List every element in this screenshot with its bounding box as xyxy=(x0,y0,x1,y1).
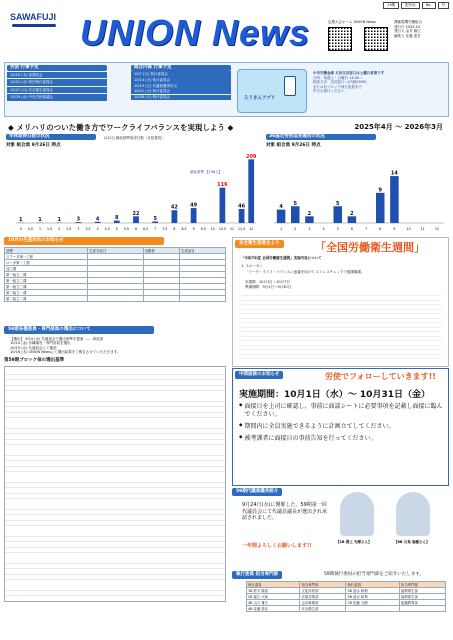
data-label: 8 xyxy=(115,215,119,222)
bar xyxy=(133,216,139,223)
election-list xyxy=(4,337,226,355)
dept-cell: 第一組立一課 xyxy=(5,272,88,278)
tick-label: 8.5 xyxy=(181,227,187,231)
app-banner[interactable] xyxy=(237,69,307,113)
schedule-right xyxy=(131,65,231,100)
tag: 19期 xyxy=(383,2,399,9)
tick-label: 2.5 xyxy=(66,227,72,231)
schedule-item: 10/22 (水) 常任執行委員会 xyxy=(7,79,107,86)
tick-label: 1.5 xyxy=(47,227,53,231)
tick-label: 6 xyxy=(134,227,138,231)
safety-period: 本週間：10月1日～10月7日 xyxy=(245,280,290,284)
data-label: 116 xyxy=(217,182,228,189)
bullet-text: 期間内に全員実施できるように計画立てしてください。 xyxy=(244,423,395,430)
data-label: 2 xyxy=(350,210,354,217)
safety-slogan-text: 「ワーク・ライフ・バランスに意識を向けて ストレスチェックで健康職場」 xyxy=(245,270,365,274)
notice-line: 中央労働金庫 太田支店窓口は土曜日営業です xyxy=(313,71,385,75)
tag: No. xyxy=(422,2,436,9)
bar xyxy=(172,210,178,223)
diamond-icon: ◆ xyxy=(239,423,243,428)
chair-body: 9月24日(水)に開催した、59期第一回代議員会にて代議員議長が選出され承認されました。 xyxy=(242,502,328,522)
left-chart-sub: (12日) 最低基準取得日数（全従業員） xyxy=(104,136,165,140)
election-item: 10/15 (水) 代議員会にて確認 xyxy=(10,345,57,350)
tick-label: 0.5 xyxy=(27,227,33,231)
cell: 安全衛生部 xyxy=(300,606,346,612)
data-label: 3 xyxy=(76,216,81,223)
exec-intro: 59期執行委員の担当専門部をご紹介いたします。 xyxy=(324,572,424,577)
election-item: 10/10 (金) 各職場長・専門部員を選出 xyxy=(10,341,71,346)
col-header: 執行委員 xyxy=(247,582,300,588)
cell: 法規対策部 xyxy=(300,594,346,600)
tick-label: 11 xyxy=(229,227,235,231)
dept-cell: 第一組立二課 xyxy=(5,278,88,284)
data-label: 209 xyxy=(245,153,257,160)
schedule-item: 10/29 (水) 中央労使協議会 xyxy=(7,94,107,101)
exec-table xyxy=(246,581,446,612)
tick-label: 1 xyxy=(38,227,42,231)
october-table xyxy=(4,247,226,302)
schedule-left-title: 労使 行事予定 xyxy=(7,65,107,71)
data-label: 2 xyxy=(307,210,312,217)
tick-label: 8 xyxy=(173,227,176,231)
col-header: 生産対応日 xyxy=(88,248,143,254)
person-2: 【6B 石島 瑞穂さん】 xyxy=(394,540,430,544)
tick-label: 4 xyxy=(96,227,99,231)
tick-label: 8 xyxy=(379,227,382,231)
cell: 4B 佐藤 泰弘 xyxy=(247,606,300,612)
cell: 5B 清水 和利 xyxy=(346,594,399,600)
dept-cell: ステータ第一工程 xyxy=(5,254,88,260)
safety-prep: 準備期間：9月1日～9月30日 xyxy=(245,285,292,289)
schedule-item: 10/16 (木) 部課長会 xyxy=(7,72,107,79)
bar-annotation: 最低基準 【136人】 xyxy=(190,170,223,174)
bar xyxy=(239,209,245,223)
avatar xyxy=(396,492,430,536)
top-tags xyxy=(383,2,449,9)
balance-headline: ◆ メリハリのついた働き方でワークライフバランスを実現しよう ◆ xyxy=(8,123,234,132)
meta-line: 編集人 佐藤 恵吾 xyxy=(394,33,421,38)
diamond-icon: ◆ xyxy=(239,403,243,408)
bar xyxy=(390,176,399,223)
cell xyxy=(346,606,399,612)
election-section xyxy=(4,326,226,636)
brand-swoosh xyxy=(12,24,56,27)
qr-code-1[interactable] xyxy=(328,27,352,51)
tick-label: 2 xyxy=(294,227,297,231)
tick-label: 9.5 xyxy=(200,227,206,231)
tick-label: 5 xyxy=(336,227,339,231)
cell xyxy=(143,296,180,302)
cell: 福利厚生部 xyxy=(399,588,445,594)
overtime-chart xyxy=(266,152,446,232)
data-label: 9 xyxy=(378,187,382,194)
midterm-catch: 労使でフォローしていきます!! xyxy=(325,372,436,381)
cell: 3B 山口 雅夫 xyxy=(247,600,300,606)
bullet-text: 被考課者に面接日の事前告知を行ってください。 xyxy=(244,435,377,442)
header xyxy=(0,0,453,62)
safety-body xyxy=(241,293,441,363)
tick-label: 9 xyxy=(393,227,396,231)
chair-catch: 一年間よろしくお願いします!! xyxy=(242,543,312,549)
left-chart-asof: 対象 組合員 9月26日 時点 xyxy=(6,143,61,148)
data-label: 5 xyxy=(336,200,340,207)
bullet-item xyxy=(239,403,444,419)
col-header: 生産品目 xyxy=(180,248,226,254)
tick-label: 4.5 xyxy=(104,227,110,231)
avatar xyxy=(340,492,374,536)
exec-title: 執行委員 担当専門部 xyxy=(232,571,282,579)
schedule-item: 10/28 (火) 執行委員会 xyxy=(131,95,231,100)
october-section xyxy=(4,237,226,325)
schedule-item: 10/27 (月) 安全衛生委員会 xyxy=(7,87,107,94)
cell: 組織教育部 xyxy=(399,600,445,606)
cell: 2B 堀江 大和 xyxy=(247,594,300,600)
tick-label: 11.5 xyxy=(238,227,246,231)
bar xyxy=(291,206,300,223)
notice-line: 相談方法：告知窓口へ(内線2559) xyxy=(313,80,367,85)
dept-cell: ロータ第一工程 xyxy=(5,260,88,266)
midterm-period: 実施期間：10月1日（水）～ 10月31日（金） xyxy=(239,390,430,400)
left-chart-title: 年休取得日数の状況 xyxy=(6,134,96,140)
cell xyxy=(88,296,143,302)
cell xyxy=(180,296,226,302)
table-row xyxy=(5,296,226,302)
schedule-item: 10/14 (火) 執行委員会 xyxy=(131,77,231,82)
data-label: 5 xyxy=(293,200,297,207)
data-label: 42 xyxy=(170,204,178,211)
midterm-section xyxy=(232,368,449,486)
tick-label: 2 xyxy=(58,227,61,231)
col-header: 担当専門部 xyxy=(399,582,445,588)
dept-cell: 第一組立三課 xyxy=(5,284,88,290)
data-label: 49 xyxy=(190,202,198,209)
tag: 配布用 xyxy=(401,2,420,9)
election-table xyxy=(4,366,226,602)
data-label: 22 xyxy=(132,210,140,217)
cell: 文化体育部 xyxy=(300,588,346,594)
cell: 福利厚生部 xyxy=(399,594,445,600)
col-header: 出勤者 xyxy=(143,248,180,254)
midterm-title: 中間面接のお知らせ xyxy=(235,371,283,379)
dept-cell: 第二組立一課 xyxy=(5,290,88,296)
tick-label: 3 xyxy=(77,227,80,231)
bullet-item xyxy=(239,423,444,431)
dept-cell: 加工課 xyxy=(5,266,88,272)
qr-caption: 定期大会ホーム UNION News xyxy=(328,20,376,24)
meta-line: 発行日 2025.10 xyxy=(394,24,421,29)
phone-icon xyxy=(284,76,296,96)
qr-code-2[interactable] xyxy=(364,27,388,51)
issuer-name: 澤藤電機労働組合 xyxy=(394,20,422,24)
schedule-right-title: 組合内部 行事予定 xyxy=(131,65,231,71)
tick-label: 5 xyxy=(115,227,118,231)
schedule-item: 10/19 (日) 代議員選挙告示 xyxy=(131,83,231,88)
meta-line: 発行人 金井 隆広 xyxy=(394,29,421,34)
bar xyxy=(277,210,286,223)
tick-label: 7 xyxy=(365,227,368,231)
app-label: ろうきんアプリ xyxy=(244,96,276,101)
schedule-item: 10/7 (火) 執行委員会 xyxy=(131,71,231,76)
cell: 7B 佐藤 大樹 xyxy=(346,600,399,606)
data-label: 4 xyxy=(279,204,283,211)
tick-label: 3 xyxy=(308,227,311,231)
exec-section xyxy=(232,571,449,636)
tick-label: 3.5 xyxy=(85,227,91,231)
app-notice xyxy=(313,71,448,94)
bar xyxy=(248,159,254,223)
tick-label: 10.5 xyxy=(218,227,226,231)
col-header: 担当専門部 xyxy=(300,582,346,588)
tick-label: 0 xyxy=(19,227,22,231)
balance-section xyxy=(4,120,449,235)
safety-heading: 1. スローガン xyxy=(241,264,263,268)
page-title: UNION News xyxy=(80,12,311,53)
safety-sub: 「令和7年度 全国労働衛生週間」実施内容について xyxy=(241,256,322,260)
tick-label: 6.5 xyxy=(143,227,149,231)
data-label: 5 xyxy=(153,215,157,222)
data-label: 1 xyxy=(57,217,61,224)
tag: 号 xyxy=(438,2,450,9)
tick-label: 12 xyxy=(249,227,254,231)
tick-label: 7 xyxy=(154,227,157,231)
bar xyxy=(348,216,357,223)
bar xyxy=(220,188,226,223)
tick-label: 10 xyxy=(406,227,411,231)
cell xyxy=(399,606,445,612)
tick-label: 1 xyxy=(280,227,283,231)
right-chart-title: 36協定特別延長適用の状況 xyxy=(266,134,376,140)
dept-cell: 第二組立二課 xyxy=(5,296,88,302)
bar xyxy=(334,206,343,223)
election-table-title: 第59期ブロック毎の選出基準 xyxy=(4,357,65,363)
election-item: 【選出】 9/24 (水) 代議員会で選出基準を提案 …… 承認済 xyxy=(10,336,104,341)
schedule-item: 10/21 (火) 執行委員会 xyxy=(131,89,231,94)
tick-label: 11 xyxy=(420,227,425,231)
chair-section xyxy=(232,488,449,570)
tick-label: 9 xyxy=(192,227,195,231)
tick-label: 12 xyxy=(434,227,439,231)
tick-label: 6 xyxy=(350,227,353,231)
safety-slogan: 「全国労働衛生週間」 xyxy=(315,241,425,254)
data-label: 1 xyxy=(38,217,42,224)
issuer xyxy=(394,20,450,38)
brand-logo: SAWAFUJI xyxy=(10,12,57,22)
balance-period: 2025年4月 ～ 2026年3月 xyxy=(354,123,443,131)
tick-label: 7.5 xyxy=(162,227,168,231)
october-title: 10月の生産対応のお知らせ xyxy=(4,237,164,245)
schedule-panel xyxy=(4,62,449,117)
bullet-text: 面接日を上司に確認し、事前に面談シートに必要事項を記載し面接に臨んでください。 xyxy=(244,403,443,418)
schedule-left xyxy=(7,65,107,101)
leave-chart xyxy=(8,152,258,232)
bar xyxy=(376,193,385,223)
col-header: 部署 xyxy=(5,248,88,254)
bar xyxy=(305,216,314,223)
person-1: 【1B 開上 光輝さん】 xyxy=(336,540,372,544)
table-row xyxy=(247,606,446,612)
data-label: 4 xyxy=(95,216,100,223)
notice-line: 日時：毎週土・日曜日 14:00～ xyxy=(313,75,363,80)
data-label: 14 xyxy=(390,170,398,177)
election-title: 59期各種委員・専門部員の選出について xyxy=(4,326,154,334)
data-label: 1 xyxy=(19,217,23,224)
tick-label: 10 xyxy=(210,227,215,231)
tick-label: 5.5 xyxy=(123,227,129,231)
right-chart-asof: 対象 組合員 9月26日 時点 xyxy=(266,143,321,148)
chair-title: 59期代議員議長紹介 xyxy=(232,488,282,496)
data-label: 46 xyxy=(238,203,246,210)
midterm-bullets xyxy=(239,403,444,443)
bullet-item xyxy=(239,435,444,443)
cell: 会計事務部 xyxy=(300,600,346,606)
election-item: 10/16 (木) UNION Newsにて選出結果をご報告させていただきます。 xyxy=(10,350,121,355)
notice-line: 声をお掛けください xyxy=(313,89,345,94)
safety-title: 安全衛生委員会より xyxy=(235,240,284,248)
safety-section xyxy=(232,237,449,367)
cell: 5B 清水 和利 xyxy=(346,588,399,594)
diamond-icon: ◆ xyxy=(239,435,243,440)
tick-label: 4 xyxy=(322,227,325,231)
cell: 1B 鈴木 隆浩 xyxy=(247,588,300,594)
notice-line: または各ブロック執行委員まで xyxy=(313,84,362,89)
bar xyxy=(191,208,197,223)
col-header: 執行委員 xyxy=(346,582,399,588)
